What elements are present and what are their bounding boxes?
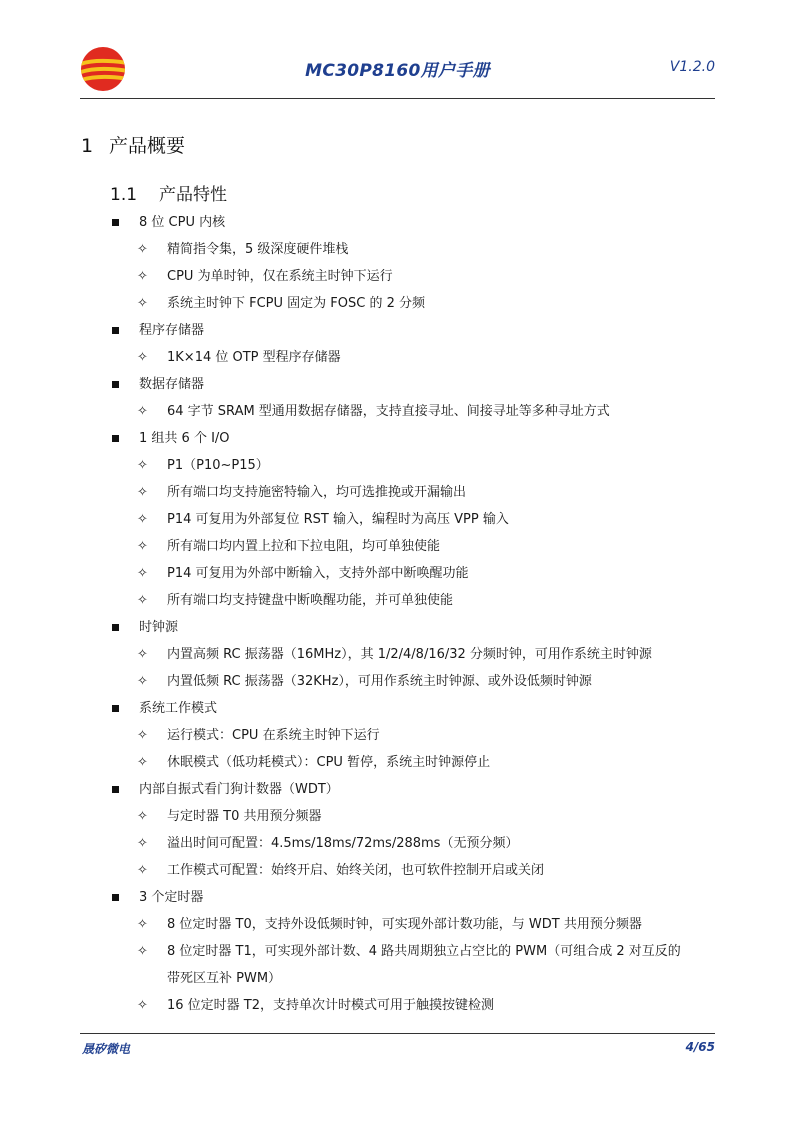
list-item-text: 系统主时钟下 FCPU 固定为 FOSC 的 2 分频 — [167, 296, 426, 311]
diamond-bullet-icon: ✧ — [137, 512, 148, 527]
list-item-text: 3 个定时器 — [139, 890, 204, 905]
diamond-bullet-icon: ✧ — [137, 269, 148, 284]
list-item-text: P14 可复用为外部复位 RST 输入，编程时为高压 VPP 输入 — [167, 512, 509, 527]
feature-item — [0, 533, 793, 560]
diamond-bullet-icon: ✧ — [137, 458, 148, 473]
feature-item — [0, 749, 793, 776]
feature-item — [0, 452, 793, 479]
feature-item — [0, 992, 793, 1019]
list-item-text: 休眠模式（低功耗模式）：CPU 暂停，系统主时钟源停止 — [167, 755, 491, 770]
list-item-text: 运行模式：CPU 在系统主时钟下运行 — [167, 728, 380, 743]
diamond-bullet-icon: ✧ — [137, 836, 148, 851]
feature-item — [0, 830, 793, 857]
feature-item — [0, 560, 793, 587]
document-version: V1.2.0 — [669, 59, 715, 75]
square-bullet-icon — [112, 219, 119, 226]
feature-category — [0, 614, 793, 641]
list-item-text: 内部自振式看门狗计数器（WDT） — [139, 782, 339, 797]
list-item-text: 时钟源 — [139, 620, 179, 635]
page-number: 4/65 — [685, 1040, 715, 1054]
diamond-bullet-icon: ✧ — [137, 350, 148, 365]
square-bullet-icon — [112, 624, 119, 631]
page-header — [80, 40, 715, 99]
feature-list — [0, 209, 793, 1019]
square-bullet-icon — [112, 435, 119, 442]
section-number: 1 — [81, 135, 94, 157]
list-item-text: 带死区互补 PWM） — [167, 971, 282, 986]
footer-divider — [80, 1033, 715, 1034]
section-heading — [81, 131, 185, 158]
diamond-bullet-icon: ✧ — [137, 944, 148, 959]
subsection-number: 1.1 — [110, 185, 138, 205]
list-item-text: 8 位定时器 T1，可实现外部计数、4 路共周期独立占空比的 PWM（可组合成 2 对互反的 — [167, 944, 681, 959]
diamond-bullet-icon: ✧ — [137, 539, 148, 554]
list-item-text: 系统工作模式 — [139, 701, 218, 716]
list-item-text: 1K×14 位 OTP 型程序存储器 — [167, 350, 341, 365]
diamond-bullet-icon: ✧ — [137, 863, 148, 878]
subsection-title: 产品特性 — [159, 185, 227, 205]
list-item-text: P14 可复用为外部中断输入，支持外部中断唤醒功能 — [167, 566, 469, 581]
feature-item — [0, 236, 793, 263]
feature-item — [0, 290, 793, 317]
feature-item — [0, 722, 793, 749]
feature-category — [0, 776, 793, 803]
list-item-text: 精简指令集，5 级深度硬件堆栈 — [167, 242, 349, 257]
diamond-bullet-icon: ✧ — [137, 566, 148, 581]
list-item-text: 内置低频 RC 振荡器（32KHz），可用作系统主时钟源、或外设低频时钟源 — [167, 674, 592, 689]
diamond-bullet-icon: ✧ — [137, 647, 148, 662]
diamond-bullet-icon: ✧ — [137, 242, 148, 257]
feature-item — [0, 587, 793, 614]
feature-item — [0, 506, 793, 533]
list-item-text: P1（P10~P15） — [167, 458, 269, 473]
diamond-bullet-icon: ✧ — [137, 809, 148, 824]
square-bullet-icon — [112, 327, 119, 334]
document-title: MC30P8160用户手册 — [305, 61, 490, 81]
diamond-bullet-icon: ✧ — [137, 755, 148, 770]
list-item-text: 8 位 CPU 内核 — [139, 215, 226, 230]
list-item-text: 16 位定时器 T2，支持单次计时模式可用于触摸按键检测 — [167, 998, 495, 1013]
feature-category — [0, 209, 793, 236]
diamond-bullet-icon: ✧ — [137, 728, 148, 743]
feature-category — [0, 317, 793, 344]
list-item-text: 所有端口均内置上拉和下拉电阻，均可单独使能 — [167, 539, 441, 554]
diamond-bullet-icon: ✧ — [137, 296, 148, 311]
feature-item — [0, 479, 793, 506]
diamond-bullet-icon: ✧ — [137, 404, 148, 419]
footer-company: 晟矽微电 — [82, 1042, 131, 1056]
feature-category — [0, 425, 793, 452]
section-title: 产品概要 — [109, 135, 186, 157]
list-item-text: 溢出时间可配置：4.5ms/18ms/72ms/288ms（无预分频） — [167, 836, 519, 851]
list-item-text: 与定时器 T0 共用预分频器 — [167, 809, 322, 824]
feature-item — [0, 263, 793, 290]
diamond-bullet-icon: ✧ — [137, 485, 148, 500]
square-bullet-icon — [112, 381, 119, 388]
square-bullet-icon — [112, 705, 119, 712]
list-item-text: 64 字节 SRAM 型通用数据存储器，支持直接寻址、间接寻址等多种寻址方式 — [167, 404, 610, 419]
list-item-text: 所有端口均支持施密特输入，均可选推挽或开漏输出 — [167, 485, 467, 500]
diamond-bullet-icon: ✧ — [137, 917, 148, 932]
feature-item-continuation — [0, 965, 793, 992]
feature-item — [0, 668, 793, 695]
feature-item — [0, 857, 793, 884]
feature-item — [0, 641, 793, 668]
diamond-bullet-icon: ✧ — [137, 593, 148, 608]
list-item-text: 1 组共 6 个 I/O — [139, 431, 230, 446]
list-item-text: 程序存储器 — [139, 323, 205, 338]
diamond-bullet-icon: ✧ — [137, 998, 148, 1013]
list-item-text: 8 位定时器 T0，支持外设低频时钟，可实现外部计数功能，与 WDT 共用预分频器 — [167, 917, 642, 932]
diamond-bullet-icon: ✧ — [137, 674, 148, 689]
feature-category — [0, 371, 793, 398]
feature-item — [0, 938, 793, 965]
square-bullet-icon — [112, 894, 119, 901]
feature-item — [0, 344, 793, 371]
feature-item — [0, 803, 793, 830]
list-item-text: 所有端口均支持键盘中断唤醒功能，并可单独使能 — [167, 593, 454, 608]
list-item-text: 内置高频 RC 振荡器（16MHz），其 1/2/4/8/16/32 分频时钟，可用作系统主时钟源 — [167, 647, 652, 662]
subsection-heading — [110, 180, 227, 205]
feature-item — [0, 911, 793, 938]
list-item-text: 数据存储器 — [139, 377, 205, 392]
list-item-text: CPU 为单时钟，仅在系统主时钟下运行 — [167, 269, 393, 284]
square-bullet-icon — [112, 786, 119, 793]
feature-category — [0, 884, 793, 911]
list-item-text: 工作模式可配置：始终开启、始终关闭，也可软件控制开启或关闭 — [167, 863, 545, 878]
feature-category — [0, 695, 793, 722]
feature-item — [0, 398, 793, 425]
